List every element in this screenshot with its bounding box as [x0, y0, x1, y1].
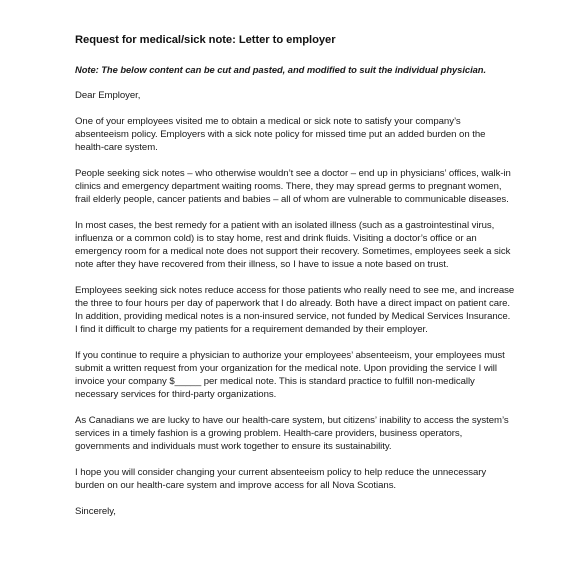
closing: Sincerely,: [75, 506, 116, 517]
paragraph-health-care-access: As Canadians we are lucky to have our health-care system, but citizens’ inability to access the system’s services in a timely fashion is a growing problem. Health-care providers, business operators, governments and individuals must work together to ensure its sustainability.: [75, 415, 509, 452]
paragraph-absenteeism-policy: One of your employees visited me to obtain a medical or sick note to satisfy your company’s absenteeism policy. Employers with a sick note policy for missed time put an added burden on the health-care system.: [75, 116, 486, 153]
paragraph-best-remedy: In most cases, the best remedy for a patient with an isolated illness (such as a gastrointestinal virus, influenza or a common cold) is to stay home, rest and drink fluids. Visiting a doctor’s office or an emergency room for a medical note does not support their recovery. Sometimes, employees seek a sick note after they have recovered from their illness, so I have to issue a note based on trust.: [75, 220, 511, 270]
paragraph-spread-germs: People seeking sick notes – who otherwise wouldn’t see a doctor – end up in physicians’ offices, walk-in clinics and emergency department waiting rooms. There, they may spread germs to pregnant women, frail elderly people, cancer patients and babies – all of whom are vulnerable to communicable diseases.: [75, 168, 511, 205]
letter-body: [75, 33, 515, 518]
document-title: Request for medical/sick note: Letter to employer: [75, 34, 336, 46]
usage-note: Note: The below content can be cut and pasted, and modified to suit the individual physician.: [75, 64, 487, 75]
salutation: Dear Employer,: [75, 90, 141, 101]
paragraph-written-request: If you continue to require a physician to authorize your employees’ absenteeism, your employees must submit a written request from your organization for the medical note. Upon providing the service I will invoice your company $_____ per medical note. This is standard practice to fulfill non-medically necessary services for third-party organizations.: [75, 350, 505, 400]
paragraph-policy-change-request: I hope you will consider changing your current absenteeism policy to help reduce the unnecessary burden on our health-care system and improve access for all Nova Scotians.: [75, 467, 487, 491]
paragraph-reduced-access: Employees seeking sick notes reduce access for those patients who really need to see me, and increase the three to four hours per day of paperwork that I do already. Both have a direct impact on patient care. In addition, providing medical notes is a non-insured service, not funded by Medical Services Insurance. I find it difficult to charge my patients for a requirement demanded by their employer.: [75, 285, 515, 335]
